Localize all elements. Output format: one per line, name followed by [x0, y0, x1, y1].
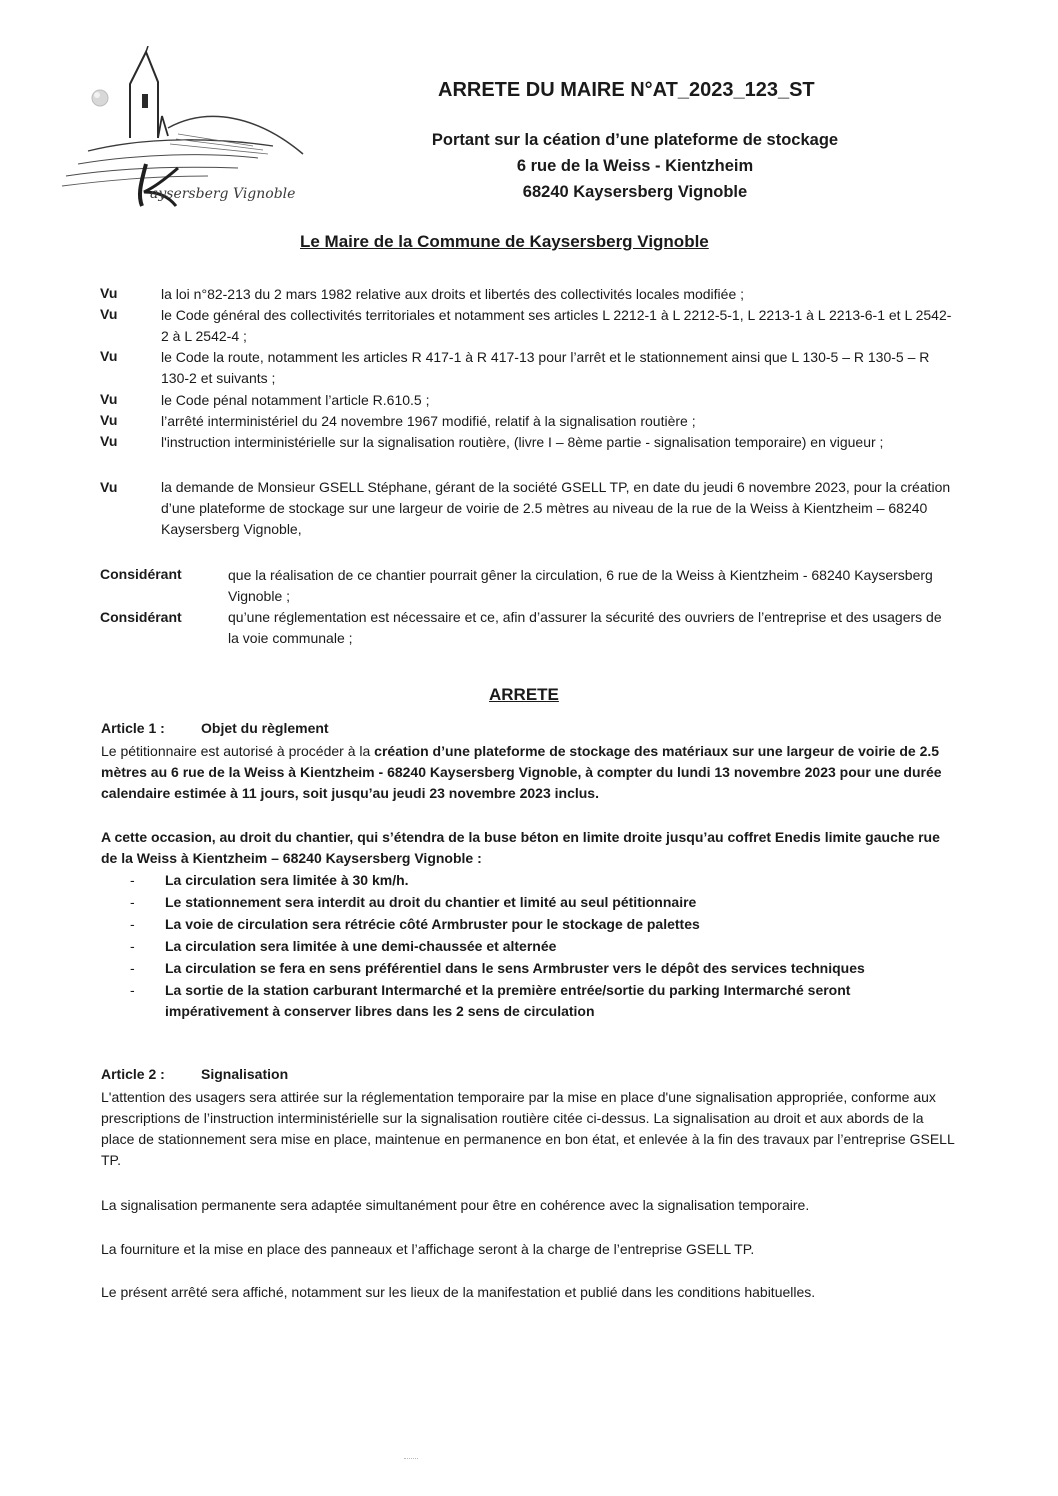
scan-speck [404, 1458, 418, 1465]
article-2-title: Signalisation [201, 1066, 289, 1082]
vu-text: l’arrêté interministériel du 24 novembre 1967 modifié, relatif à la signalisation routière ; [161, 413, 696, 429]
restrictions-list [125, 870, 957, 1023]
article-1-heading [101, 720, 329, 736]
article-1-paragraph-1 [101, 741, 957, 804]
article-2-paragraph-1: L'attention des usagers sera attirée sur la réglementation temporaire par la mise en place d'une signalisation appropriée, conforme aux prescriptions de l’instruction interministérielle sur la signalisation routière citée ci-dessus. La signalisation au droit et aux abords de la place de stationnement sera mise en place, maintenue en permanence en bon état, et enlevée à la fin des travaux par l’entreprise GSELL TP. [101, 1089, 955, 1168]
vu-text: le Code la route, notamment les articles R 417-1 à R 417-13 pour l’arrêt et le stationnement ainsi que L 130-5 – R 130-5 – R 130-2 et suivants ; [161, 349, 930, 386]
decree-city: 68240 Kaysersberg Vignoble [522, 183, 748, 201]
vu-text: le Code général des collectivités territoriales et notamment ses articles L 2212-1 à L 2212-5-1, L 2213-1 à L 2213-6-1 et L 2542-2 à L 2542-4 ; [161, 307, 952, 344]
article-1-bold-text: création d’une plateforme de stockage des matériaux sur une largeur de voirie de 2.5 mètres au 6 rue de la Weiss à Kientzheim - 68240 Kaysersberg Vignoble, à compter du lundi 13 novembre 2023 pour une durée calendaire estimée à 11 jours, soit jusqu’au jeudi 23 novembre 2023 inclus. [101, 743, 942, 801]
considerant-label: Considérant [100, 609, 182, 625]
decree-subject: Portant sur la céation d’une plateforme de stockage [431, 131, 839, 149]
vu-label: Vu [100, 412, 118, 428]
vu-text: le Code pénal notamment l’article R.610.5 ; [161, 392, 430, 408]
vu-text: l'instruction interministérielle sur la signalisation routière, (livre I – 8ème partie - signalisation temporaire) en vigueur ; [161, 434, 884, 450]
arrete-heading: ARRETE [489, 685, 559, 704]
article-2-paragraph-3: La fourniture et la mise en place des panneaux et l’affichage seront à la charge de l’entreprise GSELL TP. [101, 1241, 755, 1257]
decree-title: ARRETE DU MAIRE N°AT_2023_123_ST [438, 79, 815, 101]
mayor-heading: Le Maire de la Commune de Kaysersberg Vignoble [300, 232, 709, 251]
list-item: - Le stationnement sera interdit au droit du chantier et limité au seul pétitionnaire [125, 892, 957, 913]
vu-label: Vu [100, 285, 118, 301]
article-2-number: Article 2 : [101, 1066, 165, 1082]
logo-wordmark: aysersberg Vignoble [150, 186, 296, 202]
list-item: - La circulation se fera en sens préférentiel dans le sens Armbruster vers le dépôt des services techniques [125, 958, 957, 979]
list-item: - La circulation sera limitée à une demi-chaussée et alternée [125, 936, 957, 957]
considerant-text: que la réalisation de ce chantier pourrait gêner la circulation, 6 rue de la Weiss à Kientzheim - 68240 Kaysersberg Vignoble ; [228, 567, 933, 604]
vu-label: Vu [100, 306, 118, 322]
vu-label: Vu [100, 348, 118, 364]
article-2-paragraph-2: La signalisation permanente sera adaptée simultanément pour être en cohérence avec la signalisation temporaire. [101, 1197, 810, 1213]
list-item: - La voie de circulation sera rétrécie côté Armbruster pour le stockage de palettes [125, 914, 957, 935]
considerant-text: qu’une réglementation est nécessaire et ce, afin d’assurer la sécurité des ouvriers de l’entreprise et des usagers de la voie communale ; [228, 609, 942, 646]
vu-label: Vu [100, 479, 118, 495]
article-1-number: Article 1 : [101, 720, 165, 736]
decree-address: 6 rue de la Weiss - Kientzheim [516, 157, 754, 175]
vu-label: Vu [100, 391, 118, 407]
vu-label: Vu [100, 433, 118, 449]
considerant-label: Considérant [100, 566, 182, 582]
article-1-paragraph-2: A cette occasion, au droit du chantier, qui s’étendra de la buse béton en limite droite jusqu’au coffret Enedis limite gauche rue de la Weiss à Kientzheim – 68240 Kaysersberg Vignoble : [101, 829, 940, 866]
vu-text: la demande de Monsieur GSELL Stéphane, gérant de la société GSELL TP, en date du jeudi 6 novembre 2023, pour la création d’une plateforme de stockage sur une largeur de voirie de 2.5 mètres au niveau de la rue de la Weiss à Kientzheim – 68240 Kaysersberg Vignoble, [161, 479, 951, 537]
list-item: - La circulation sera limitée à 30 km/h. [125, 870, 957, 891]
article-1-text: Le pétitionnaire est autorisé à procéder à la [101, 743, 375, 759]
vu-text: la loi n°82-213 du 2 mars 1982 relative aux droits et libertés des collectivités locales modifiée ; [161, 286, 745, 302]
article-2-paragraph-4: Le présent arrêté sera affiché, notamment sur les lieux de la manifestation et publié dans les conditions habituelles. [101, 1284, 816, 1300]
article-2-heading [101, 1066, 289, 1082]
article-1-title: Objet du règlement [201, 720, 329, 736]
list-item: - La sortie de la station carburant Intermarché et la première entrée/sortie du parking Intermarché seront impérativement à conserver libres dans les 2 sens de circulation [125, 980, 957, 1022]
